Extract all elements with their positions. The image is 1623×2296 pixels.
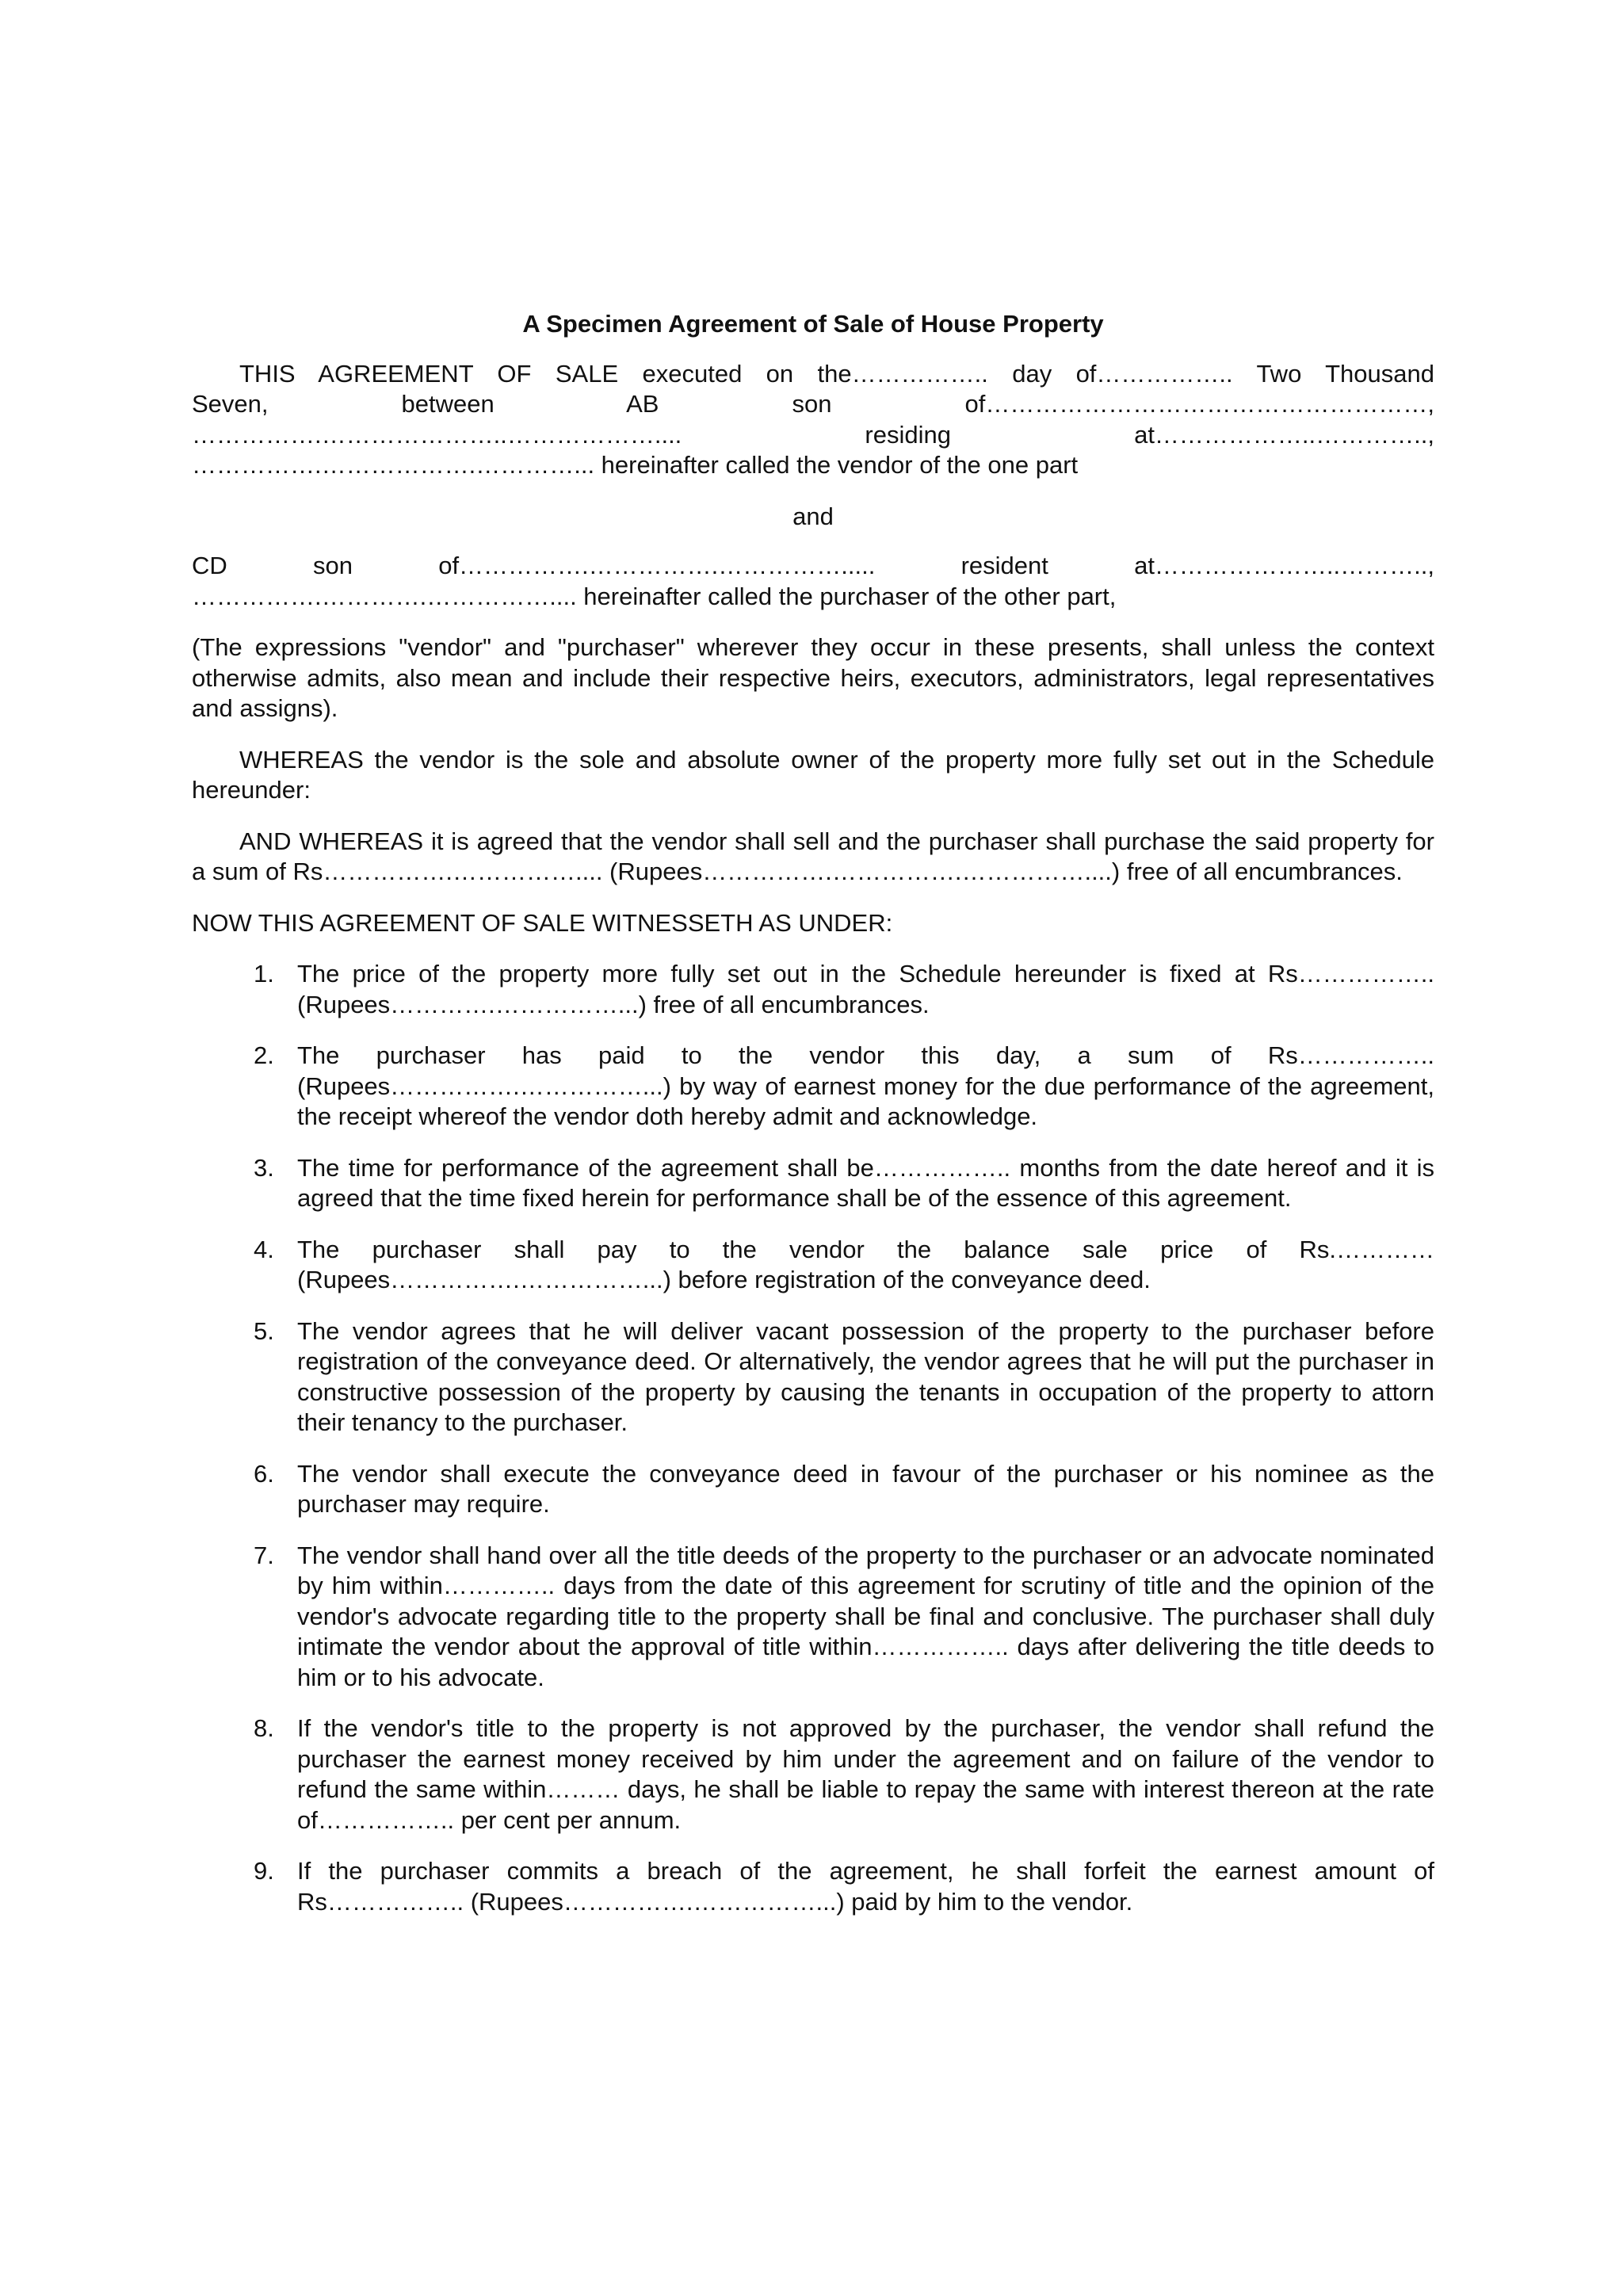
clause-text: The vendor shall hand over all the title deeds of the property to the purchaser or an advocate nominated by him within………….. days from the date of this agreement for scrutiny of title and the opinion of the vendor's advocate regarding title to the property shall be final and conclusive. The purchaser shall duly intimate the vendor about the approval of title within…………….. days after delivering the title deeds to him or to his advocate. [297, 1541, 1434, 1691]
whereas-paragraph-1: WHEREAS the vendor is the sole and absolute owner of the property more fully set out in the Schedule hereunder: [192, 745, 1434, 804]
clause-item [192, 1459, 1434, 1520]
clause-item [192, 959, 1434, 1020]
clause-number: 7. [254, 1541, 274, 1569]
clause-number: 6. [254, 1459, 274, 1488]
clause-item [192, 1856, 1434, 1917]
clause-item [192, 1541, 1434, 1694]
clause-item [192, 1153, 1434, 1214]
second-party-line-2: …………….………….…………….... hereinafter called the purchaser of the other part, [192, 582, 1117, 610]
clause-number: 5. [254, 1316, 274, 1345]
clause-item [192, 1713, 1434, 1836]
witnesseth-heading: NOW THIS AGREEMENT OF SALE WITNESSETH AS UNDER: [192, 908, 893, 937]
clause-number: 1. [254, 960, 274, 988]
clause-number: 8. [254, 1714, 274, 1742]
clause-number: 9. [254, 1857, 274, 1885]
intro-line-1: THIS AGREEMENT OF SALE executed on the…………….. day of…………….. Two Thousand [239, 359, 1434, 388]
clause-number: 3. [254, 1153, 274, 1182]
document-body [192, 309, 1434, 1938]
second-party-paragraph [192, 551, 1434, 612]
clause-text: (Rupees…………….……………...) before registration of the conveyance deed. [297, 1266, 1151, 1293]
clause-text: (Rupees………….……………...) free of all encumbrances. [297, 990, 930, 1018]
clause-text: The time for performance of the agreement shall be…………….. months from the date hereof and it is agreed that the time fixed herein for performance shall be of the essence of this agreement. [297, 1153, 1434, 1212]
clause-text: If the purchaser commits a breach of the agreement, he shall forfeit the earnest amount of Rs…………….. (Rupees…………….……………...) paid by him to the vendor. [297, 1857, 1434, 1916]
clause-first-line: The purchaser shall pay to the vendor the balance sale price of Rs.………… [297, 1235, 1434, 1263]
clause-item [192, 1316, 1434, 1438]
intro-paragraph [192, 359, 1434, 481]
clause-first-line: The price of the property more fully set out in the Schedule hereunder is fixed at Rs…………….. [297, 960, 1434, 988]
whereas-paragraph-2: AND WHEREAS it is agreed that the vendor shall sell and the purchaser shall purchase the said property for a sum of Rs…………….…………….... (Rupees…………….…………….……………....) free of all encumbrances. [192, 827, 1434, 885]
clause-text: (Rupees…………….……………...) by way of earnest money for the due performance of the agreement, the receipt whereof the vendor doth hereby admit and acknowledge. [297, 1072, 1434, 1130]
second-party-line-1: CD son of…………….…………….……………..... resident at…………………..……….., [192, 552, 1434, 579]
clause-number: 2. [254, 1041, 274, 1069]
expressions-paragraph: (The expressions "vendor" and "purchaser" wherever they occur in these presents, shall unless the context otherwise admits, also mean and include their respective heirs, executors, administrators, legal representatives and assigns). [192, 633, 1434, 722]
clause-text: If the vendor's title to the property is not approved by the purchaser, the vendor shall refund the purchaser the earnest money received by him under the agreement and on failure of the vendor to refund the same within……… days, he shall be liable to repay the same with interest thereon at the rate of…………….. per cent per annum. [297, 1714, 1434, 1834]
clause-first-line: The purchaser has paid to the vendor this day, a sum of Rs…………….. [297, 1041, 1434, 1069]
document-title: A Specimen Agreement of Sale of House Property [522, 310, 1104, 338]
clause-item [192, 1235, 1434, 1296]
clause-text: The vendor shall execute the conveyance deed in favour of the purchaser or his nominee as the purchaser may require. [297, 1459, 1434, 1518]
intro-line-3: …………….…………………..……………….... residing at………………..………….., [192, 420, 1434, 449]
clauses-list [192, 959, 1434, 1917]
intro-line-2: Seven, between AB son of………………………………………………, [192, 390, 1434, 418]
clause-text: The vendor agrees that he will deliver vacant possession of the property to the purchaser before registration of the conveyance deed. Or alternatively, the vendor agrees that he will put the purchaser in constructive possession of the property by causing the tenants in occupation of the property to attorn their tenancy to the purchaser. [297, 1316, 1434, 1436]
clause-item [192, 1041, 1434, 1133]
and-separator: and [792, 502, 834, 530]
clause-number: 4. [254, 1235, 274, 1263]
intro-line-4: …………….……………….…………... hereinafter called the vendor of the one part [192, 451, 1079, 479]
